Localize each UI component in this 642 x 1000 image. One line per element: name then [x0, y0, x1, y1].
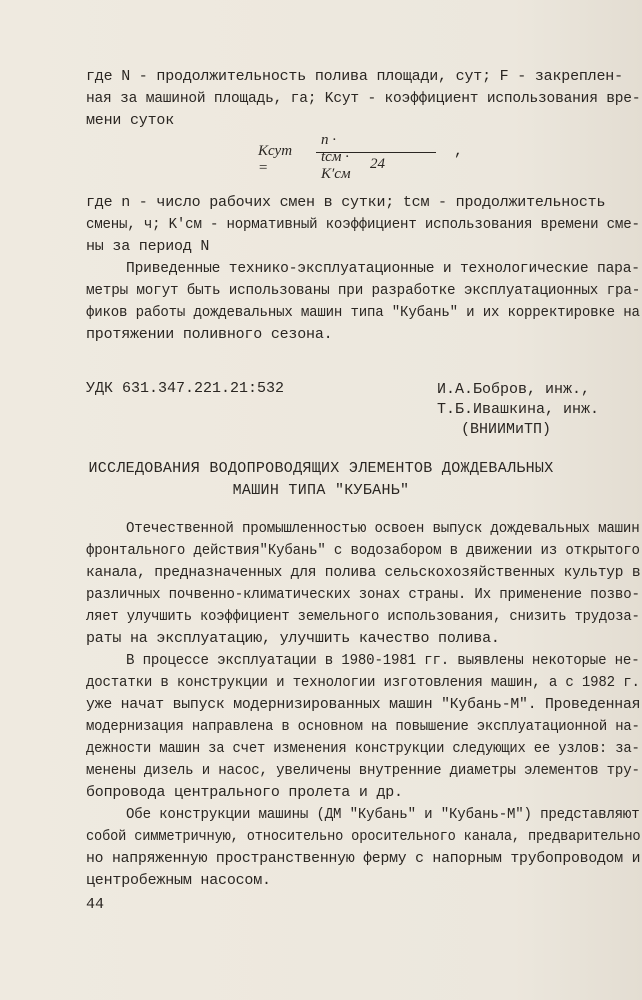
text-line: модернизация направлена в основном на повышение эксплуатационной на- — [86, 718, 640, 735]
text-line: но напряженную пространственную ферму с напорным трубопроводом и — [86, 850, 641, 867]
text-line: ны за период N — [86, 238, 210, 255]
text-line: достатки в конструкции и технологии изготовления машин, а с 1982 г. — [86, 674, 640, 691]
affiliation: (ВНИИМиТП) — [461, 421, 552, 438]
text-line: раты на эксплуатацию, улучшить качество полива. — [86, 630, 500, 647]
text-line: где N - продолжительность полива площади, сут; F - закреплен- — [86, 68, 623, 85]
formula-numerator: n · tсм · K′см — [321, 132, 351, 182]
text-line: дежности машин за счет изменения конструкции следующих ее узлов: за- — [86, 740, 640, 757]
article-title-line: МАШИН ТИПА "КУБАНЬ" — [232, 482, 410, 499]
text-line: Обе конструкции машины (ДМ "Кубань" и "Кубань-М") представляют — [126, 806, 640, 823]
text-line: фронтального действия"Кубань" с водозабором в движении из открытого — [86, 542, 640, 559]
formula-comma: , — [454, 143, 464, 160]
text-line: В процессе эксплуатации в 1980-1981 гг. выявлены некоторые не- — [126, 652, 640, 669]
formula-denominator: 24 — [370, 156, 385, 172]
text-line: различных почвенно-климатических зонах страны. Их применение позво- — [86, 586, 640, 603]
page-number: 44 — [86, 896, 105, 913]
text-line: где n - число рабочих смен в сутки; tсм - продолжительность — [86, 194, 606, 211]
text-line: фиков работы дождевальных машин типа "Кубань" и их корректировке на — [86, 304, 640, 321]
author-line: И.А.Бобров, инж., — [437, 381, 591, 398]
text-line: уже начат выпуск модернизированных машин "Кубань-М". Проведенная — [86, 696, 641, 713]
text-line: ляет улучшить коэффициент земельного использования, снизить трудоза- — [86, 608, 640, 625]
text-line: протяжении поливного сезона. — [86, 326, 333, 343]
text-line: центробежным насосом. — [86, 872, 271, 889]
author-line: Т.Б.Ивашкина, инж. — [437, 401, 600, 418]
text-line: Приведенные технико-эксплуатационные и технологические пара- — [126, 260, 640, 277]
text-line: ная за машиной площадь, га; Kсут - коэффициент использования вре- — [86, 90, 641, 107]
authors-block — [437, 380, 599, 440]
text-line: канала, предназначенных для полива сельскохозяйственных культур в — [86, 564, 641, 581]
fraction-bar — [316, 152, 436, 153]
formula-lhs: Kсут = — [258, 143, 293, 176]
text-line: мени суток — [86, 112, 175, 129]
udk-code: УДК 631.347.221.21:532 — [86, 380, 285, 397]
text-line: бопровода центрального пролета и др. — [86, 784, 403, 801]
text-line: Отечественной промышленностью освоен выпуск дождевальных машин — [126, 520, 640, 537]
text-line: смены, ч; K′см - нормативный коэффициент использования времени сме- — [86, 216, 640, 233]
text-line: менены дизель и насос, увеличены внутренние диаметры элементов тру- — [86, 762, 640, 779]
text-line: метры могут быть использованы при разработке эксплуатационных гра- — [86, 282, 641, 299]
article-title-line: ИССЛЕДОВАНИЯ ВОДОПРОВОДЯЩИХ ЭЛЕМЕНТОВ ДОЖДЕВАЛЬНЫХ — [88, 460, 554, 477]
text-line: собой симметричную, относительно оросительного канала, предварительно — [86, 828, 641, 845]
